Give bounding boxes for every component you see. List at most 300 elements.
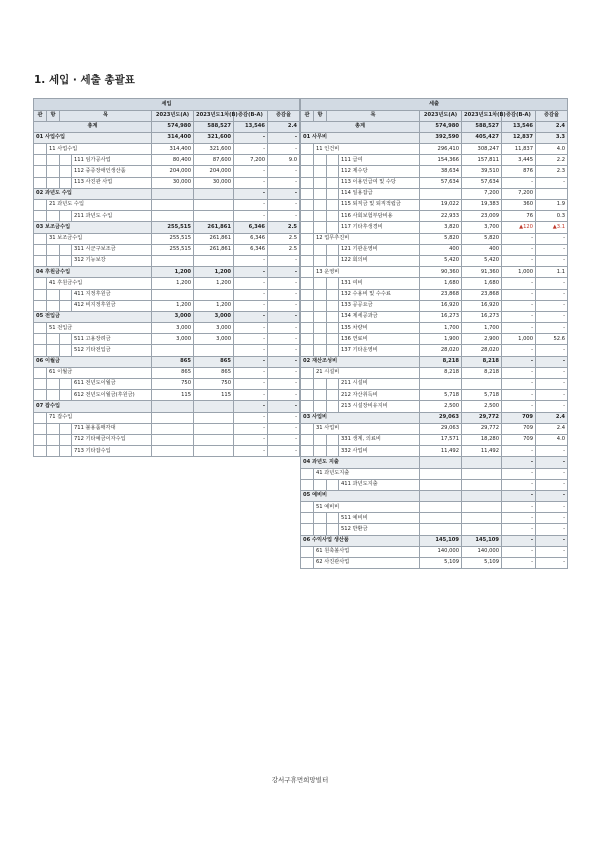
value-diff: - bbox=[234, 200, 268, 211]
value-diff: 7,200 bbox=[502, 188, 536, 199]
value-rate: - bbox=[268, 446, 300, 457]
value-diff: - bbox=[234, 412, 268, 423]
value-rate: - bbox=[536, 244, 568, 255]
table-row bbox=[301, 401, 568, 412]
table-row bbox=[301, 278, 568, 289]
value-diff: 11,837 bbox=[502, 144, 536, 155]
value-diff: - bbox=[502, 255, 536, 266]
total-rate: 2.4 bbox=[268, 121, 300, 132]
value-diff: 12,837 bbox=[502, 132, 536, 143]
table-row bbox=[34, 289, 300, 300]
value-rate: - bbox=[268, 166, 300, 177]
value-rate: - bbox=[536, 446, 568, 457]
value-diff: - bbox=[234, 367, 268, 378]
total-a: 574,980 bbox=[152, 121, 194, 132]
table-row bbox=[34, 166, 300, 177]
table-row bbox=[34, 222, 300, 233]
value-b: 321,600 bbox=[194, 144, 234, 155]
value-diff: - bbox=[502, 233, 536, 244]
value-b: 16,273 bbox=[462, 311, 502, 322]
table-row bbox=[34, 334, 300, 345]
value-a bbox=[420, 524, 462, 535]
value-diff: - bbox=[502, 323, 536, 334]
header-kwan: 관 bbox=[34, 110, 47, 121]
value-rate: - bbox=[268, 255, 300, 266]
table-row bbox=[301, 144, 568, 155]
table-row bbox=[34, 401, 300, 412]
value-diff: - bbox=[234, 255, 268, 266]
header-hang: 항 bbox=[314, 110, 327, 121]
expenditure-table bbox=[300, 98, 568, 569]
table-row bbox=[301, 233, 568, 244]
value-b: 204,000 bbox=[194, 166, 234, 177]
value-a: 3,820 bbox=[420, 222, 462, 233]
table-row bbox=[34, 233, 300, 244]
row-label: 411 지정후원금 bbox=[72, 289, 152, 300]
row-label: 03 사업비 bbox=[301, 412, 420, 423]
value-rate: - bbox=[268, 345, 300, 356]
value-diff: - bbox=[502, 367, 536, 378]
table-row bbox=[34, 267, 300, 278]
table-row bbox=[34, 244, 300, 255]
value-diff: - bbox=[502, 300, 536, 311]
value-b: 28,020 bbox=[462, 345, 502, 356]
value-a: 1,200 bbox=[152, 267, 194, 278]
table-row bbox=[34, 379, 300, 390]
table-row bbox=[301, 311, 568, 322]
value-b bbox=[194, 446, 234, 457]
value-a: 16,273 bbox=[420, 311, 462, 322]
value-a bbox=[152, 211, 194, 222]
row-label: 01 사업수입 bbox=[34, 132, 152, 143]
row-label: 06 수익사업 생산품 bbox=[301, 535, 420, 546]
value-diff: - bbox=[234, 211, 268, 222]
value-b: 5,718 bbox=[462, 390, 502, 401]
value-b: 865 bbox=[194, 367, 234, 378]
value-diff: - bbox=[234, 323, 268, 334]
value-diff: - bbox=[502, 278, 536, 289]
value-a: 23,868 bbox=[420, 289, 462, 300]
value-rate: - bbox=[536, 255, 568, 266]
value-b: 29,772 bbox=[462, 423, 502, 434]
row-label: 02 과년도 수입 bbox=[34, 188, 152, 199]
value-b bbox=[194, 434, 234, 445]
value-a bbox=[420, 513, 462, 524]
value-b bbox=[462, 490, 502, 501]
value-b bbox=[462, 524, 502, 535]
value-b bbox=[462, 513, 502, 524]
row-label: 05 예비비 bbox=[301, 490, 420, 501]
value-a: 145,109 bbox=[420, 535, 462, 546]
value-b: 157,811 bbox=[462, 155, 502, 166]
value-rate: - bbox=[536, 300, 568, 311]
table-row bbox=[34, 434, 300, 445]
value-a bbox=[152, 345, 194, 356]
table-row bbox=[301, 535, 568, 546]
value-diff: - bbox=[502, 311, 536, 322]
value-rate: - bbox=[536, 233, 568, 244]
revenue-section-row bbox=[34, 99, 300, 111]
value-rate: - bbox=[536, 479, 568, 490]
value-diff: 6,346 bbox=[234, 233, 268, 244]
value-b bbox=[462, 502, 502, 513]
value-b bbox=[194, 345, 234, 356]
value-diff: 3,445 bbox=[502, 155, 536, 166]
table-row bbox=[34, 255, 300, 266]
value-rate: - bbox=[268, 401, 300, 412]
value-b: 30,000 bbox=[194, 177, 234, 188]
value-diff: 1,000 bbox=[502, 334, 536, 345]
value-b: 115 bbox=[194, 390, 234, 401]
row-label: 512 반환금 bbox=[339, 524, 420, 535]
value-a: 19,022 bbox=[420, 200, 462, 211]
value-rate: - bbox=[536, 311, 568, 322]
value-b bbox=[194, 200, 234, 211]
total-b: 588,527 bbox=[194, 121, 234, 132]
value-b bbox=[194, 401, 234, 412]
value-diff: - bbox=[234, 300, 268, 311]
value-b: 5,109 bbox=[462, 558, 502, 569]
value-a: 400 bbox=[420, 244, 462, 255]
value-rate: - bbox=[268, 188, 300, 199]
value-b: 23,868 bbox=[462, 289, 502, 300]
value-diff: - bbox=[234, 345, 268, 356]
value-diff: - bbox=[502, 468, 536, 479]
table-row bbox=[301, 211, 568, 222]
table-row bbox=[301, 166, 568, 177]
value-b: 308,247 bbox=[462, 144, 502, 155]
row-label: 511 예비비 bbox=[339, 513, 420, 524]
value-a bbox=[420, 479, 462, 490]
revenue-total-row bbox=[34, 121, 300, 132]
expenditure-header-row bbox=[301, 110, 568, 121]
value-rate: - bbox=[268, 379, 300, 390]
value-diff: - bbox=[234, 446, 268, 457]
row-label: 311 시군구보조금 bbox=[72, 244, 152, 255]
value-diff: - bbox=[502, 446, 536, 457]
value-a: 140,000 bbox=[420, 546, 462, 557]
row-label: 121 기관운영비 bbox=[339, 244, 420, 255]
value-a: 29,063 bbox=[420, 423, 462, 434]
value-rate: - bbox=[268, 132, 300, 143]
value-b: 321,600 bbox=[194, 132, 234, 143]
value-b: 5,820 bbox=[462, 233, 502, 244]
table-row bbox=[301, 155, 568, 166]
value-a: 80,400 bbox=[152, 155, 194, 166]
value-rate: - bbox=[268, 323, 300, 334]
value-rate: 2.5 bbox=[268, 233, 300, 244]
value-a bbox=[152, 434, 194, 445]
value-rate: - bbox=[268, 177, 300, 188]
value-b bbox=[194, 255, 234, 266]
row-label: 412 비지정후원금 bbox=[72, 300, 152, 311]
table-row bbox=[301, 490, 568, 501]
value-rate: 2.4 bbox=[536, 423, 568, 434]
value-diff: - bbox=[502, 289, 536, 300]
value-rate: 4.0 bbox=[536, 144, 568, 155]
value-b: 7,200 bbox=[462, 188, 502, 199]
value-rate: 4.0 bbox=[536, 434, 568, 445]
value-a: 30,000 bbox=[152, 177, 194, 188]
table-row bbox=[301, 356, 568, 367]
row-label: 132 수용비 및 수수료 bbox=[339, 289, 420, 300]
value-a bbox=[152, 423, 194, 434]
header-mok: 목 bbox=[60, 110, 152, 121]
value-a: 1,200 bbox=[152, 278, 194, 289]
value-a: 5,718 bbox=[420, 390, 462, 401]
row-label: 51 전입금 bbox=[47, 323, 152, 334]
value-diff: - bbox=[502, 558, 536, 569]
table-row bbox=[301, 513, 568, 524]
value-a bbox=[420, 457, 462, 468]
value-rate: - bbox=[536, 457, 568, 468]
table-row bbox=[34, 323, 300, 334]
row-label: 117 기타후생경비 bbox=[339, 222, 420, 233]
table-row bbox=[301, 177, 568, 188]
value-b: 18,280 bbox=[462, 434, 502, 445]
header-kwan: 관 bbox=[301, 110, 314, 121]
value-a: 38,634 bbox=[420, 166, 462, 177]
value-diff: - bbox=[234, 434, 268, 445]
value-a bbox=[152, 446, 194, 457]
value-diff: 709 bbox=[502, 434, 536, 445]
value-diff: - bbox=[234, 401, 268, 412]
value-diff: ▲120 bbox=[502, 222, 536, 233]
value-b bbox=[462, 468, 502, 479]
value-a bbox=[152, 200, 194, 211]
value-a: 90,360 bbox=[420, 267, 462, 278]
page-footer: 강서구휴먼희망빌터 bbox=[271, 776, 329, 784]
table-row bbox=[301, 423, 568, 434]
header-diff: 증감(B-A) bbox=[502, 110, 536, 121]
table-row bbox=[301, 434, 568, 445]
table-row bbox=[301, 222, 568, 233]
row-label: 331 생계, 의료비 bbox=[339, 434, 420, 445]
value-diff: 6,346 bbox=[234, 222, 268, 233]
value-diff: - bbox=[234, 278, 268, 289]
expenditure-section-row bbox=[301, 99, 568, 111]
row-label: 131 여비 bbox=[339, 278, 420, 289]
value-a: 28,020 bbox=[420, 345, 462, 356]
value-rate: - bbox=[268, 144, 300, 155]
table-row bbox=[301, 200, 568, 211]
header-b: 2023년도1차(B) bbox=[462, 110, 502, 121]
value-a: 29,063 bbox=[420, 412, 462, 423]
value-b: 8,218 bbox=[462, 356, 502, 367]
table-row bbox=[301, 289, 568, 300]
row-label: 05 전입금 bbox=[34, 311, 152, 322]
revenue-section-title: 세입 bbox=[34, 99, 300, 111]
row-label: 712 기타예금이자수입 bbox=[72, 434, 152, 445]
value-rate: 9.0 bbox=[268, 155, 300, 166]
row-label: 137 기타운영비 bbox=[339, 345, 420, 356]
value-diff: - bbox=[234, 311, 268, 322]
table-row bbox=[34, 345, 300, 356]
table-row bbox=[301, 367, 568, 378]
row-label: 62 사진관사업 bbox=[314, 558, 420, 569]
value-diff: - bbox=[234, 267, 268, 278]
value-rate: - bbox=[268, 412, 300, 423]
value-a: 5,109 bbox=[420, 558, 462, 569]
row-label: 61 이월금 bbox=[47, 367, 152, 378]
row-label: 31 사업비 bbox=[314, 423, 420, 434]
table-row bbox=[301, 412, 568, 423]
expenditure-total-row bbox=[301, 121, 568, 132]
value-b: 2,900 bbox=[462, 334, 502, 345]
value-b: 8,218 bbox=[462, 367, 502, 378]
row-label: 115 퇴직금 및 퇴직적립금 bbox=[339, 200, 420, 211]
value-b bbox=[194, 211, 234, 222]
row-label: 116 사회보험부담비용 bbox=[339, 211, 420, 222]
row-label: 21 과년도 수입 bbox=[47, 200, 152, 211]
value-rate: 2.2 bbox=[536, 155, 568, 166]
value-diff: - bbox=[502, 546, 536, 557]
value-rate: - bbox=[268, 200, 300, 211]
value-a: 255,515 bbox=[152, 233, 194, 244]
value-diff: - bbox=[502, 502, 536, 513]
value-a: 17,571 bbox=[420, 434, 462, 445]
value-diff: 709 bbox=[502, 423, 536, 434]
row-label: 12 업무추진비 bbox=[314, 233, 420, 244]
value-a: 22,933 bbox=[420, 211, 462, 222]
row-label: 211 과년도 수입 bbox=[72, 211, 152, 222]
value-a: 115 bbox=[152, 390, 194, 401]
value-a: 57,634 bbox=[420, 177, 462, 188]
total-diff: 13,546 bbox=[502, 121, 536, 132]
table-row bbox=[34, 278, 300, 289]
table-row bbox=[301, 267, 568, 278]
total-rate: 2.4 bbox=[536, 121, 568, 132]
row-label: 111 임가공사업 bbox=[72, 155, 152, 166]
table-row bbox=[34, 311, 300, 322]
value-b: 1,200 bbox=[194, 300, 234, 311]
value-a: 314,400 bbox=[152, 144, 194, 155]
value-a bbox=[152, 289, 194, 300]
value-rate: - bbox=[536, 356, 568, 367]
value-rate: 1.1 bbox=[536, 267, 568, 278]
value-b: 1,200 bbox=[194, 278, 234, 289]
value-rate: - bbox=[268, 289, 300, 300]
revenue-header-row bbox=[34, 110, 300, 121]
value-a: 5,420 bbox=[420, 255, 462, 266]
row-label: 211 시설비 bbox=[339, 379, 420, 390]
value-a: 255,515 bbox=[152, 222, 194, 233]
value-a: 1,200 bbox=[152, 300, 194, 311]
value-a bbox=[420, 502, 462, 513]
revenue-table bbox=[33, 98, 300, 457]
value-a: 255,515 bbox=[152, 244, 194, 255]
table-row bbox=[34, 356, 300, 367]
value-a: 865 bbox=[152, 356, 194, 367]
value-a: 1,700 bbox=[420, 323, 462, 334]
row-label: 112 중증장애인생산품 bbox=[72, 166, 152, 177]
value-diff: - bbox=[502, 524, 536, 535]
table-row bbox=[34, 423, 300, 434]
value-b: 3,000 bbox=[194, 323, 234, 334]
header-rate: 증감율 bbox=[536, 110, 568, 121]
table-row bbox=[301, 379, 568, 390]
total-b: 588,527 bbox=[462, 121, 502, 132]
row-label: 01 사무비 bbox=[301, 132, 420, 143]
value-diff: - bbox=[234, 390, 268, 401]
value-a: 154,366 bbox=[420, 155, 462, 166]
value-b: 865 bbox=[194, 356, 234, 367]
value-b: 87,600 bbox=[194, 155, 234, 166]
value-a bbox=[420, 188, 462, 199]
value-a: 392,590 bbox=[420, 132, 462, 143]
value-b: 750 bbox=[194, 379, 234, 390]
value-a: 11,492 bbox=[420, 446, 462, 457]
value-rate: - bbox=[536, 546, 568, 557]
row-label: 41 후원금수입 bbox=[47, 278, 152, 289]
value-a: 8,218 bbox=[420, 367, 462, 378]
value-rate: 52.6 bbox=[536, 334, 568, 345]
header-b: 2023년도1차(B) bbox=[194, 110, 234, 121]
value-diff: 360 bbox=[502, 200, 536, 211]
table-row bbox=[301, 546, 568, 557]
value-rate: - bbox=[268, 434, 300, 445]
table-row bbox=[301, 132, 568, 143]
value-rate: ▲3.1 bbox=[536, 222, 568, 233]
table-row bbox=[301, 390, 568, 401]
value-rate: - bbox=[536, 367, 568, 378]
value-b: 1,700 bbox=[462, 323, 502, 334]
table-row bbox=[34, 155, 300, 166]
row-label: 212 자산취득비 bbox=[339, 390, 420, 401]
value-a bbox=[420, 490, 462, 501]
value-diff: 709 bbox=[502, 412, 536, 423]
value-rate: - bbox=[536, 502, 568, 513]
value-rate: - bbox=[268, 211, 300, 222]
value-a: 296,410 bbox=[420, 144, 462, 155]
table-row bbox=[301, 457, 568, 468]
value-rate: 3.3 bbox=[536, 132, 568, 143]
value-rate: - bbox=[268, 390, 300, 401]
value-rate: 0.3 bbox=[536, 211, 568, 222]
value-rate bbox=[536, 188, 568, 199]
value-b bbox=[194, 423, 234, 434]
row-label: 612 전년도이월금(후원금) bbox=[72, 390, 152, 401]
value-diff: - bbox=[234, 379, 268, 390]
value-rate: - bbox=[536, 535, 568, 546]
value-b: 2,500 bbox=[462, 401, 502, 412]
table-row bbox=[34, 300, 300, 311]
value-a: 865 bbox=[152, 367, 194, 378]
row-label: 71 잡수입 bbox=[47, 412, 152, 423]
row-label: 11 사업수입 bbox=[47, 144, 152, 155]
row-label: 512 기타전입금 bbox=[72, 345, 152, 356]
table-row bbox=[301, 479, 568, 490]
total-diff: 13,546 bbox=[234, 121, 268, 132]
row-label: 136 연료비 bbox=[339, 334, 420, 345]
value-a bbox=[152, 188, 194, 199]
row-label: 711 불용품매각대 bbox=[72, 423, 152, 434]
value-diff: - bbox=[502, 356, 536, 367]
value-rate: - bbox=[268, 423, 300, 434]
value-diff: - bbox=[234, 188, 268, 199]
value-a: 750 bbox=[152, 379, 194, 390]
row-label: 332 사업비 bbox=[339, 446, 420, 457]
value-diff: 6,346 bbox=[234, 244, 268, 255]
value-rate: - bbox=[268, 367, 300, 378]
table-row bbox=[301, 244, 568, 255]
value-diff: - bbox=[502, 513, 536, 524]
row-label: 51 예비비 bbox=[314, 502, 420, 513]
row-label: 04 과년도 지출 bbox=[301, 457, 420, 468]
row-label: 07 잡수입 bbox=[34, 401, 152, 412]
table-row bbox=[34, 211, 300, 222]
value-rate: - bbox=[536, 379, 568, 390]
